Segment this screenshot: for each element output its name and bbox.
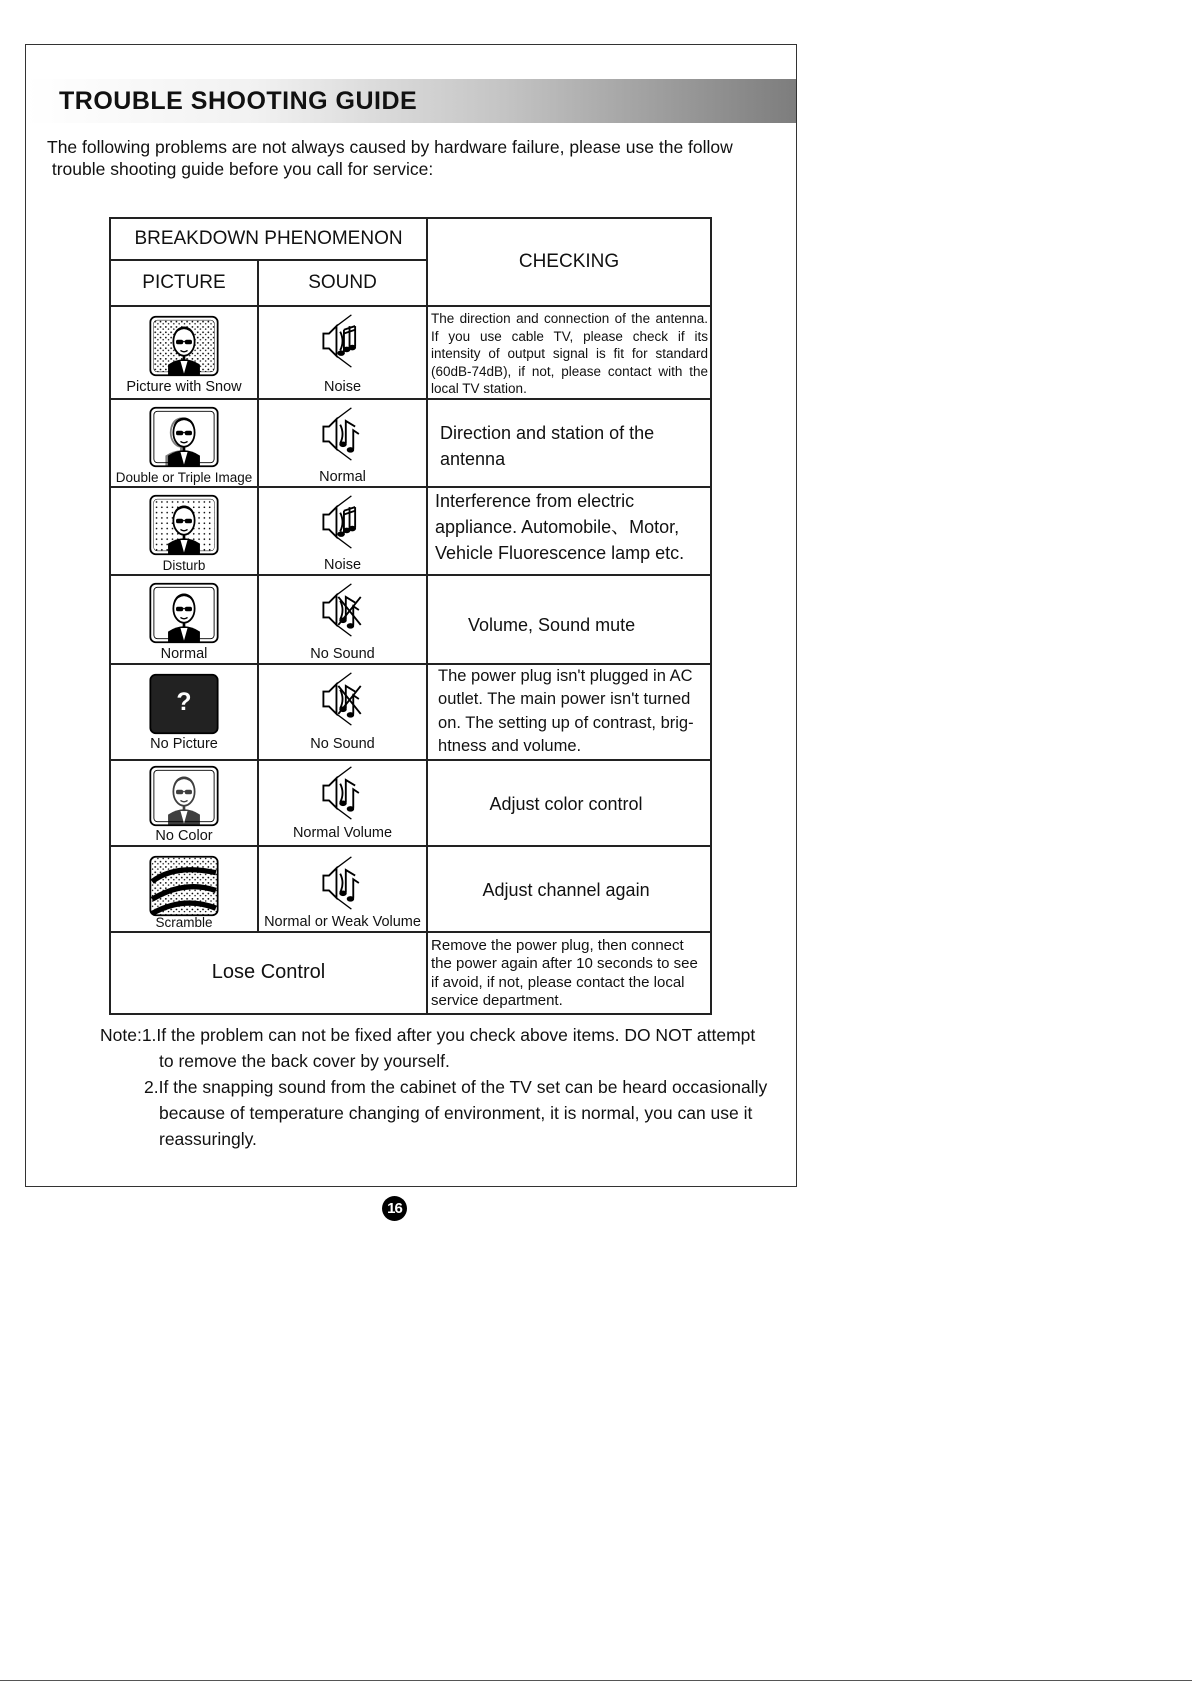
bottom-divider [0,1680,1192,1681]
note-2-line-1: 2.If the snapping sound from the cabinet of the TV set can be heard occasionally [144,1077,768,1097]
note-1-line-2: to remove the back cover by yourself. [159,1051,450,1071]
picture-header: PICTURE [110,260,258,306]
table-row [110,399,711,487]
sound-symptom: No Sound [310,645,375,662]
table-row [110,306,711,399]
tv-no-picture-icon [144,673,224,735]
checking-text: Direction and station of the antenna [440,422,655,469]
picture-symptom: Normal [160,645,208,662]
sound-symptom: Noise [323,556,362,573]
speaker-normal-icon [319,406,367,462]
table-row [110,760,711,846]
note-2-line-3: reassuringly. [159,1129,257,1149]
table-row [110,487,711,575]
note-1-line-1: Note:1.If the problem can not be fixed after you check above items. DO NOT attempt [100,1025,756,1045]
tv-snow-icon [144,315,224,377]
sound-symptom: Normal [319,468,366,485]
table-row [110,932,711,1014]
speaker-mute-icon [319,582,367,638]
speaker-normal-icon [319,765,367,821]
picture-symptom: Scramble [155,914,213,930]
checking-header: CHECKING [427,218,711,306]
table-row [110,664,711,760]
picture-symptom: Picture with Snow [126,379,242,395]
tv-no-color-icon [144,765,224,827]
tv-scramble-icon [144,855,224,917]
speaker-normal-icon [319,855,367,911]
picture-symptom: Double or Triple Image [115,469,253,485]
breakdown-phenomenon-header: BREAKDOWN PHENOMENON [110,218,427,260]
checking-text: The power plug isn't plugged in AC outlet. The main power isn't turned on. The setting up of contrast, brig-htness and volume. [438,666,694,755]
table-row [110,575,711,664]
speaker-noise-icon [319,313,367,369]
title-banner [26,79,796,123]
intro-text: The following problems are not always caused by hardware failure, please use the follow trouble shooting guide before you call for service: [47,137,733,179]
note-2-line-2: because of temperature changing of environment, it is normal, you can use it [159,1103,753,1123]
checking-text: Adjust channel again [482,879,650,900]
picture-symptom: Disturb [162,557,206,573]
trouble-shooting-table [109,217,712,1015]
picture-symptom: No Color [155,827,213,844]
checking-text: Interference from electric appliance. Automobile、Motor, Vehicle Fluorescence lamp etc. [435,490,685,563]
notes-section [100,1022,767,1152]
speaker-mute-icon [319,671,367,727]
checking-text: The direction and connection of the antenna. If you use cable TV, please check if its intensity of output signal is fit for standard (60dB-74dB), if not, please contact with the local TV station. [431,311,709,396]
speaker-noise-icon [319,494,367,550]
picture-symptom: No Picture [150,735,218,752]
checking-text: Adjust color control [489,793,643,814]
page-number: 16 [382,1196,407,1221]
tv-double-image-icon [144,406,224,468]
sound-symptom: Noise [323,379,362,395]
table-row [110,846,711,932]
question-mark: ? [176,688,192,716]
sound-header: SOUND [258,260,427,306]
sound-symptom: Normal or Weak Volume [264,913,421,930]
checking-text: Volume, Sound mute [468,614,636,635]
tv-disturb-icon [144,494,224,556]
sound-symptom: Normal Volume [292,824,393,841]
lose-control-label: Lose Control [110,932,427,1014]
page-title: TROUBLE SHOOTING GUIDE [59,87,418,115]
tv-normal-icon [144,582,224,644]
sound-symptom: No Sound [310,735,375,752]
checking-text: Remove the power plug, then connect the power again after 10 seconds to see if avoid, if not, please contact the local service department. [431,936,698,1009]
